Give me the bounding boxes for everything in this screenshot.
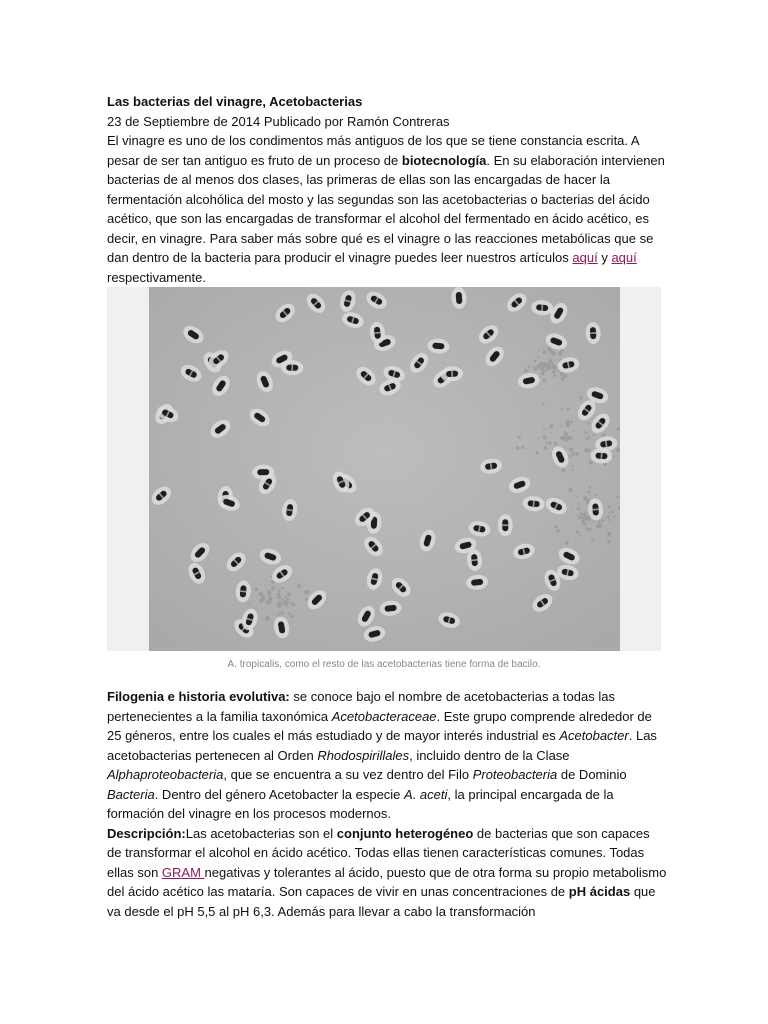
debris-speck	[521, 446, 524, 449]
debris-speck	[266, 579, 268, 581]
debris-speck	[533, 359, 536, 362]
debris-speck	[592, 434, 594, 436]
aqui-link-2[interactable]: aquí	[611, 250, 637, 265]
debris-speck	[281, 587, 284, 590]
taxon-italic: Proteobacteria	[472, 767, 558, 782]
debris-speck	[614, 515, 616, 517]
debris-speck	[540, 366, 545, 371]
debris-speck	[263, 598, 266, 601]
ph-bold: pH ácidas	[568, 884, 631, 899]
article-meta: 23 de Septiembre de 2014 Publicado por Ramón Contreras	[107, 113, 450, 129]
debris-speck	[543, 362, 546, 365]
debris-speck	[560, 436, 564, 440]
debris-speck	[308, 591, 310, 593]
debris-speck	[544, 446, 548, 450]
debris-speck	[524, 369, 528, 373]
debris-speck	[278, 596, 281, 599]
debris-speck	[291, 615, 294, 618]
debris-speck	[602, 519, 605, 522]
figure-caption: A. tropicalis, como el resto de las acetobacterias tiene forma de bacilo.	[227, 659, 541, 670]
debris-speck	[280, 611, 284, 615]
debris-speck	[585, 432, 588, 435]
debris-speck	[591, 539, 594, 542]
debris-speck	[588, 490, 591, 493]
intro-text: . En su elaboración intervienen bacterias de al menos dos clases, las primeras de ellas son las encargadas de hacer la fermentación alcohólica del mosto y las segundas son las acetobacterias o bacterias del ácido acético, que son las encargadas de transformar el alcohol del fermentado en ácido acético, es decir, en vinagre. Para saber más sobre qué es el vinagre o las reacciones metabólicas que se dan dentro de la bacteria para producir el vinagre puedes leer nuestros artículos	[107, 152, 665, 265]
debris-speck	[571, 465, 573, 467]
debris-speck	[265, 616, 270, 621]
debris-speck	[552, 370, 556, 374]
debris-speck	[259, 592, 264, 597]
debris-speck	[563, 374, 568, 379]
debris-speck	[549, 349, 553, 353]
debris-speck	[270, 581, 272, 583]
filogenia-label: Filogenia e historia evolutiva:	[107, 689, 290, 704]
debris-speck	[576, 531, 579, 534]
debris-speck	[571, 437, 573, 439]
filogenia-text: , la principal encargada de la formación del vinagre en los procesos modernos.	[107, 786, 614, 821]
debris-speck	[548, 364, 551, 367]
debris-speck	[270, 576, 272, 578]
debris-speck	[607, 516, 610, 519]
debris-speck	[538, 349, 540, 351]
debris-speck	[616, 496, 619, 499]
debris-speck	[572, 452, 576, 456]
biotecnologia-bold: biotecnología	[401, 152, 487, 168]
debris-speck	[567, 407, 570, 410]
debris-speck	[545, 442, 547, 444]
debris-speck	[611, 510, 613, 512]
debris-speck	[277, 613, 280, 616]
debris-speck	[576, 452, 579, 455]
debris-speck	[591, 528, 593, 530]
debris-speck	[552, 365, 554, 367]
debris-speck	[608, 512, 610, 514]
debris-speck	[608, 505, 611, 508]
debris-speck	[282, 602, 285, 605]
debris-speck	[581, 517, 584, 520]
debris-speck	[542, 404, 544, 406]
debris-speck	[535, 451, 539, 455]
debris-speck	[549, 424, 553, 428]
debris-speck	[561, 408, 563, 410]
debris-speck	[548, 442, 551, 445]
debris-speck	[278, 601, 280, 603]
descripcion-paragraph	[107, 824, 667, 922]
debris-speck	[304, 590, 309, 595]
debris-speck	[573, 430, 575, 432]
debris-speck	[297, 584, 301, 588]
debris-speck	[554, 525, 558, 529]
filogenia-paragraph	[107, 687, 667, 824]
debris-speck	[543, 428, 545, 430]
bacteria-figure	[107, 287, 661, 651]
taxon-italic: Bacteria	[107, 786, 155, 802]
taxon-italic: Rhodospirillales	[317, 747, 410, 763]
debris-speck	[574, 442, 576, 444]
debris-speck	[580, 429, 582, 431]
debris-speck	[607, 532, 611, 536]
debris-speck	[579, 534, 581, 536]
descripcion-label: Descripción:	[107, 825, 186, 841]
taxon-italic: A. aceti	[404, 786, 448, 802]
intro-text: y	[597, 250, 612, 265]
debris-speck	[572, 505, 574, 507]
filogenia-text: , incluido dentro de la Clase	[409, 747, 570, 763]
debris-speck	[532, 366, 534, 368]
debris-speck	[578, 516, 582, 520]
debris-speck	[548, 359, 551, 362]
descripcion-text: que va desde el pH 5,5 al pH 6,3. Además para llevar a cabo la transformación	[107, 884, 656, 919]
debris-speck	[576, 496, 578, 498]
debris-speck	[277, 603, 282, 608]
debris-speck	[271, 586, 275, 590]
gram-link[interactable]: GRAM	[161, 864, 205, 880]
debris-speck	[568, 488, 572, 492]
debris-speck	[570, 420, 573, 423]
debris-speck	[568, 455, 571, 458]
debris-speck	[542, 350, 546, 354]
debris-speck	[609, 519, 611, 521]
debris-speck	[265, 600, 269, 604]
debris-speck	[537, 356, 539, 358]
debris-speck	[580, 512, 583, 515]
debris-speck	[583, 513, 587, 517]
debris-speck	[587, 422, 589, 424]
intro-paragraph	[107, 131, 667, 287]
article-title: Las bacterias del vinagre, Acetobacterias	[107, 94, 363, 109]
taxon-italic: Acetobacteraceae	[331, 708, 437, 724]
debris-speck	[589, 461, 593, 465]
filogenia-text: se conoce bajo el nombre de acetobacterias a todas las pertenecientes a la familia taxonómica	[107, 689, 615, 724]
debris-speck	[561, 468, 565, 472]
debris-speck	[576, 515, 578, 517]
debris-speck	[564, 433, 567, 436]
debris-speck	[288, 613, 291, 616]
debris-speck	[613, 517, 615, 519]
debris-speck	[579, 396, 582, 399]
debris-speck	[561, 425, 563, 427]
debris-speck	[541, 371, 545, 375]
debris-speck	[268, 596, 272, 600]
debris-speck	[588, 449, 591, 452]
debris-speck	[285, 604, 287, 606]
debris-speck	[565, 420, 570, 425]
bacterium-cell	[498, 514, 513, 536]
debris-speck	[578, 503, 580, 505]
filogenia-text: . Las acetobacterias pertenecen al Orden	[107, 728, 657, 763]
debris-speck	[554, 442, 558, 446]
taxon-italic: Acetobacter	[559, 728, 629, 743]
debris-speck	[613, 455, 615, 457]
descripcion-text: de bacterias que son capaces de transformar el alcohol en ácido acético. Todas ellas tienen características comunes. Todas ellas son	[107, 825, 650, 880]
intro-text: El vinagre es uno de los condimentos más antiguos de los que se tiene constancia escrita. A pesar de ser tan antiguo es fruto de un proceso de	[107, 133, 639, 168]
intro-text: respectivamente.	[107, 269, 206, 285]
debris-speck	[293, 604, 295, 606]
debris-speck	[595, 494, 597, 496]
debris-speck	[553, 374, 556, 377]
filogenia-text: de Dominio	[557, 767, 627, 782]
debris-speck	[551, 432, 553, 434]
debris-speck	[517, 435, 521, 439]
debris-speck	[249, 602, 251, 604]
debris-speck	[284, 596, 287, 599]
descripcion-text: Las acetobacterias son el	[185, 825, 337, 841]
debris-speck	[542, 347, 544, 349]
debris-speck	[294, 583, 296, 585]
debris-speck	[515, 446, 519, 450]
debris-speck	[569, 448, 573, 452]
filogenia-text: . Este grupo comprende alrededor de 25 géneros, entre los cuales el más estudiado y de mayor interés industrial es	[107, 708, 652, 743]
taxon-italic: Alphaproteobacteria	[107, 767, 224, 782]
conjunto-bold: conjunto heterogéneo	[336, 825, 474, 841]
debris-speck	[585, 511, 587, 513]
debris-speck	[571, 469, 573, 471]
debris-speck	[543, 379, 546, 382]
debris-speck	[607, 540, 611, 544]
aqui-link-1[interactable]: aquí	[572, 250, 598, 265]
debris-speck	[276, 587, 278, 589]
debris-speck	[584, 523, 587, 526]
debris-speck	[565, 541, 569, 545]
article	[107, 92, 667, 921]
debris-speck	[254, 587, 258, 591]
bacteria-micrograph	[149, 287, 620, 651]
debris-speck	[281, 599, 284, 602]
debris-speck	[556, 530, 559, 533]
debris-speck	[578, 507, 581, 510]
debris-speck	[287, 592, 291, 596]
debris-speck	[528, 365, 531, 368]
debris-speck	[305, 598, 308, 601]
descripcion-text: negativas y tolerantes al ácido, puesto que de otra forma su propio metabolismo del ácido acético las mataría. Son capaces de vivir en unas concentraciones de	[107, 864, 667, 899]
debris-speck	[278, 590, 281, 593]
debris-speck	[588, 486, 591, 489]
debris-speck	[267, 592, 271, 596]
debris-speck	[596, 524, 601, 529]
debris-speck	[567, 436, 571, 440]
debris-speck	[289, 601, 291, 603]
debris-speck	[588, 520, 591, 523]
filogenia-text: . Dentro del género Acetobacter la especie	[154, 786, 405, 802]
debris-speck	[537, 438, 539, 440]
debris-speck	[598, 521, 601, 524]
debris-speck	[543, 435, 547, 439]
filogenia-text: , que se encuentra a su vez dentro del Filo	[223, 767, 473, 782]
debris-speck	[587, 499, 590, 502]
debris-speck	[585, 527, 588, 530]
debris-speck	[587, 436, 590, 439]
debris-speck	[558, 352, 562, 356]
